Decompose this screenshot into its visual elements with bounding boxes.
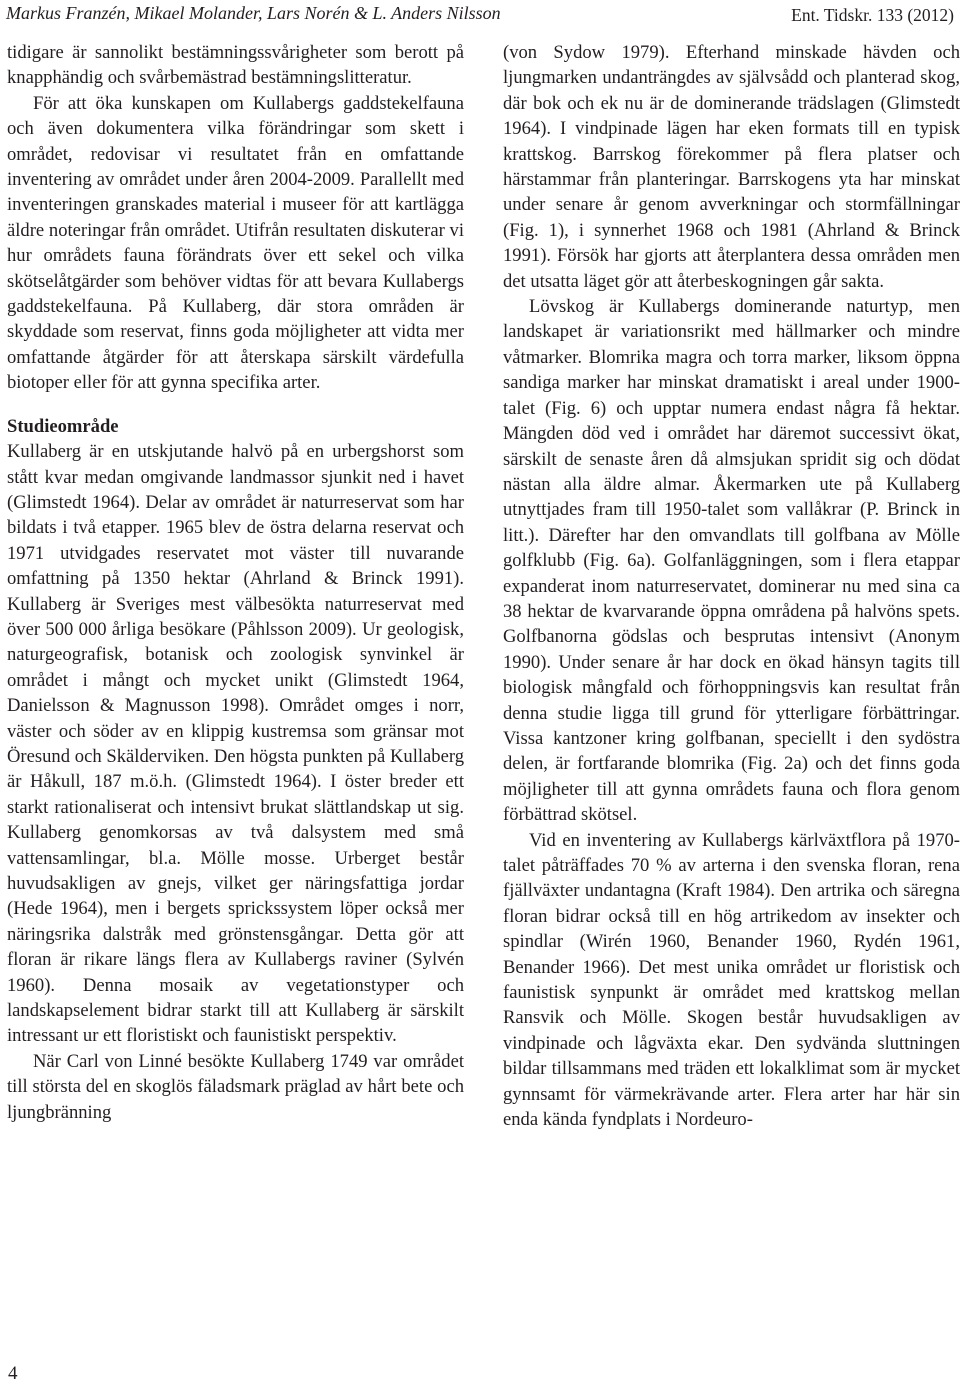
paragraph: Lövskog är Kullabergs dominerande naturtyp, men landskapet är variationsrikt med hällmarker och mindre våtmarker. Blomrika magra och torra marker, liksom öppna sandiga marker har minskat dramatiskt i areal under 1900-talet (Fig. 6) och upptar numera endast några få hektar. Mängden död ved i området har däremot successivt ökat, särskilt de senaste åren då almsjukan spridit sig och dödat nästan alla äldre almar. Åkermarken ute på Kullaberg utnyttjades fram till 1950-talet som vallåkrar (P. Brinck in litt.). Därefter har den omvandlats till golfbana av Mölle golfklubb (Fig. 6a). Golfanläggningen, som i flera etappar expanderat inom naturreservatet, dominerar nu med sina ca 38 hektar de kvarvarande öppna områdena på halvöns spets. Golfbanorna gödslas och besprutas intensivt (Anonym 1990). Under senare år har dock en ökad hänsyn tagits till biologisk mångfald och förhoppningsvis kan resultat från denna studie ligga till grund för ytterligare förbättringar. Vissa kantzoner kring golfbanan, speciellt i den sydöstra delen, är fortfarande blomrika (Fig. 2a) och det finns goda möjligheter till att gynna områdets fauna och flora genom förbättrad skötsel. — [503, 296, 960, 826]
header-authors: Markus Franzén, Mikael Molander, Lars Norén & L. Anders Nilsson — [6, 3, 501, 23]
page-number: 4 — [8, 1363, 18, 1384]
paragraph: Vid en inventering av Kullabergs kärlväxtflora på 1970-talet påträffades 70 % av arterna i den svenska floran, rena fjällväxter undantagna (Kraft 1984). Den artrika och säregna floran bidrar också till en hög artrikedom av insekter och spindlar (Wirén 1960, Benander 1960, Rydén 1961, Benander 1966). Det mest unika området ur floristisk och faunistisk synpunkt är området med krattskog mellan Ransvik och Mölle. Skogen består huvudsakligen av vindpinade och lågväxta ekar. Den sydvända sluttningen bildar tillsammans med träden ett lokalklimat som är mycket gynnsamt för värmekrävande arter. Flera arter har här sin enda kända fyndplats i Nordeuro- — [503, 829, 960, 1131]
paragraph: tidigare är sannolikt bestämningssvårigheter som berott på knapphändig och svårbemästrad bestämningslitteratur. — [7, 42, 464, 89]
right-column — [503, 40, 960, 1132]
paragraph: Kullaberg är en utskjutande halvö på en urbergshorst som stått kvar medan omgivande landmassor sjunkit ned i havet (Glimstedt 1964). Delar av området är naturreservat som har bildats i två etapper. 1965 blev de östra delarna reservat och 1971 utvidgades reservatet mot väster till nuvarande omfattning på 1350 hektar (Ahrland & Brinck 1991). Kullaberg är Sveriges mest välbesökta naturreservat med över 500 000 årliga besökare (Påhlsson 2009). Ur geologisk, naturgeografisk, botanisk och zoologisk synvinkel är området i mångt och mycket unikt (Glimstedt 1964, Danielsson & Magnusson 1998). Området omges i norr, väster och söder av en klippig kustremsa som gränsar mot Öresund och Skälderviken. Den högsta punkten på Kullaberg är Håkull, 187 m.ö.h. (Glimstedt 1964). I öster breder ett starkt rationaliserat och intensivt brukat slättlandskap ut sig. Kullaberg genomkorsas av två dalsystem med små vattensamlingar, bl.a. Mölle mosse. Urberget består huvudsakligen av gnejs, vilket ger näringsfattiga jordar (Hede 1964), men i bergets sprickssystem löper också mer näringsrika dalstråk med grönstensgångar. Detta gör att floran är rikare längs flera av Kullabergs raviner (Sylvén 1960). Denna mosaik av vegetationstyper och landskapselement bidrar starkt till att Kullaberg är särskilt intressant ur ett floristiskt och faunistiskt perspektiv. — [7, 441, 464, 1047]
header-journal: Ent. Tidskr. 133 (2012) — [791, 5, 954, 25]
paragraph: När Carl von Linné besökte Kullaberg 1749 var området till största del en skoglös fäladsmark präglad av hårt bete och ljungbränning — [7, 1050, 464, 1123]
paragraph: (von Sydow 1979). Efterhand minskade hävden och ljungmarken undanträngdes av självsådd och planterad skog, där bok och ek nu är de dominerande trädslagen (Glimstedt 1964). I vindpinade lägen har eken formats till en typisk krattskog. Barrskog förekommer på flera platser och härstammar från planteringar. Barrskogens yta har minskat under senare år genom avverkningar och stormfällningar (Fig. 1), i synnerhet 1968 och 1981 (Ahrland & Brinck 1991). Försök har gjorts att återplantera dessa områden men det utsatta läget gör att återbeskogningen går sakta. — [503, 42, 960, 292]
running-header — [0, 0, 960, 28]
left-column — [7, 40, 464, 1125]
section-heading: Studieområde — [7, 415, 119, 437]
paragraph: För att öka kunskapen om Kullabergs gaddstekelfauna och även dokumentera vilka förändringar som skett i området, redovisar vi resultatet från en omfattande inventering av området under åren 2004-2009. Parallellt med inventeringen granskades material i museer för att kartlägga äldre noteringar från området. Utifrån resultaten diskuterar vi hur områdets fauna förändrats över ett sekel och vilka skötselåtgärder som behöver vidtas för att bevara Kullabergs gaddstekelfauna. På Kullaberg, där stora områden är skyddade som reservat, finns goda möjligheter att vidta mer omfattande åtgärder för att återskapa särskilt värdefulla biotoper eller för att gynna specifika arter. — [7, 92, 464, 394]
